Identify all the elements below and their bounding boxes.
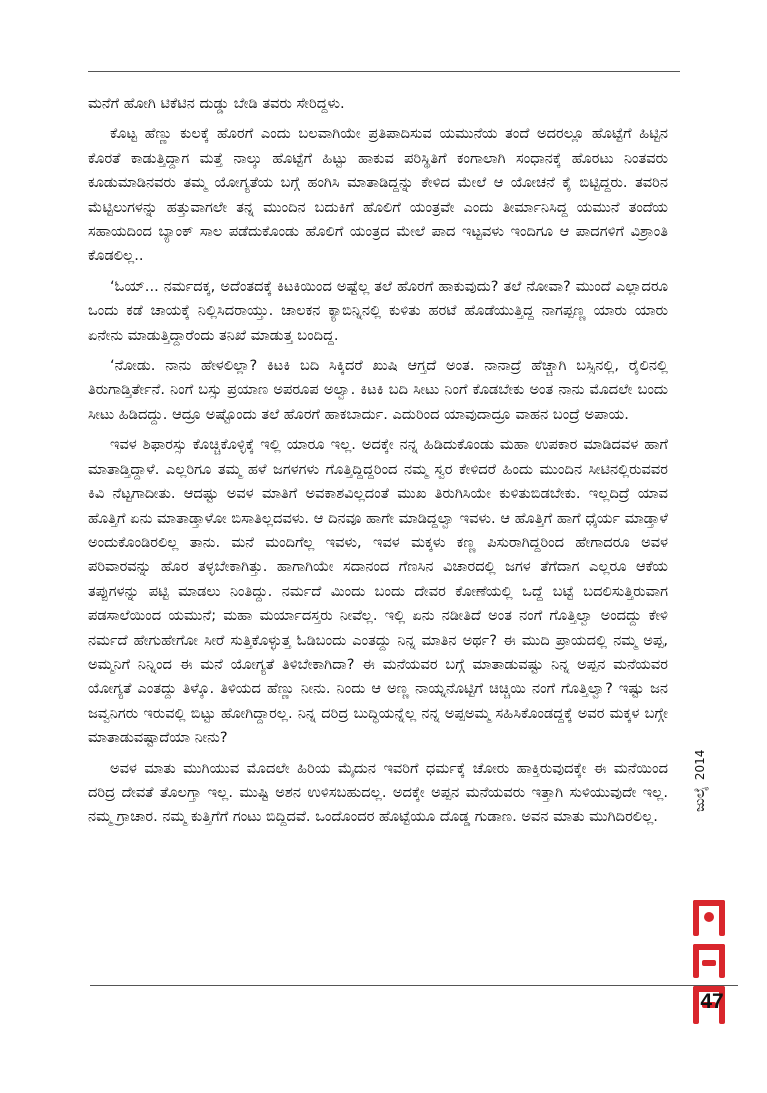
top-divider [88,71,680,72]
paragraph: ಇವಳ ಶಿಫಾರಸ್ಸು ಕೊಚ್ಚಿಕೊಳ್ಳಿಕ್ಕೆ ಇಲ್ಲಿ ಯಾರೂ ಇಲ್ಲ. ಅದಕ್ಕೇ ನನ್ನ ಹಿಡಿದುಕೊಂಡು ಮಹಾ ಉಪಕಾರ ಮಾಡಿದವಳ ಹಾಗೆ ಮಾತಾಡ್ತಿದ್ದಾಳೆ. ಎಲ್ಲರಿಗೂ ತಮ್ಮ ಹಳೆ ಜಗಳಗಳು ಗೊತ್ತಿದ್ದಿದ್ದರಿಂದ ನಮ್ಮ ಸ್ವರ ಕೇಳಿದರೆ ಹಿಂದು ಮುಂದಿನ ಸೀಟಿನಲ್ಲಿರುವವರ ಕಿವಿ ನೆಟ್ಟಗಾದೀತು. ಆದಷ್ಟು ಅವಳ ಮಾತಿಗೆ ಅವಕಾಶವಿಲ್ಲದಂತೆ ಮುಖ ತಿರುಗಿಸಿಯೇ ಕುಳಿತುಬಿಡಬೇಕು. ಇಲ್ಲದಿದ್ರೆ ಯಾವ ಹೊತ್ತಿಗೆ ಏನು ಮಾತಾಡ್ತಾಳೋ ಬಿಸಾತಿಲ್ಲದವಳು. ಆ ದಿನವೂ ಹಾಗೇ ಮಾಡಿದ್ದಲ್ವಾ ಇವಳು. ಆ ಹೊತ್ತಿಗೆ ಹಾಗೆ ಧೈರ್ಯ ಮಾಡ್ತಾಳೆ ಅಂದುಕೊಂಡಿರಲಿಲ್ಲ ತಾನು. ಮನೆ ಮಂದಿಗೆಲ್ಲ ಇವಳು, ಇವಳ ಮಕ್ಕಳು ಕಣ್ಣ ಪಿಸುರಾಗಿದ್ದರಿಂದ ಹೇಗಾದರೂ ಅವಳ ಪರಿವಾರವನ್ನು ಹೊರ ತಳ್ಳಬೇಕಾಗಿತ್ತು. ಹಾಗಾಗಿಯೇ ಸದಾನಂದ ಗೆಣಸಿನ ವಿಚಾರದಲ್ಲಿ ಜಗಳ ತೆಗೆದಾಗ ಎಲ್ಲರೂ ಆಕೆಯ ತಪ್ಪುಗಳನ್ನು ಪಟ್ಟಿ ಮಾಡಲು ನಿಂತಿದ್ದು. ನರ್ಮದೆ ಮಿಂದು ಬಂದು ದೇವರ ಕೋಣೆಯಲ್ಲಿ ಒದ್ದೆ ಬಟ್ಟೆ ಬದಲಿಸುತ್ತಿರುವಾಗ ಪಡಸಾಲೆಯಿಂದ ಯಮುನೆ; ಮಹಾ ಮರ್ಯಾದಸ್ತರು ನೀವೆಲ್ಲ. ಇಲ್ಲಿ ಏನು ನಡೀತಿದೆ ಅಂತ ನಂಗೆ ಗೊತ್ತಿಲ್ವಾ ಅಂದದ್ದು ಕೇಳಿ ನರ್ಮದೆ ಹೇಗುಹೇಗೋ ಸೀರೆ ಸುತ್ತಿಕೊಳ್ಳುತ್ತ ಓಡಿಬಂದು ಎಂತದ್ದು ನಿನ್ನ ಮಾತಿನ ಅರ್ಥ? ಈ ಮುದಿ ಪ್ರಾಯದಲ್ಲಿ ನಮ್ಮ ಅಪ್ಪ, ಅಮ್ಮನಿಗೆ ನಿನ್ನಿಂದ ಈ ಮನೆ ಯೋಗ್ಯತೆ ತಿಳಿಬೇಕಾಗಿದಾ? ಈ ಮನೆಯವರ ಬಗ್ಗೆ ಮಾತಾಡುವಷ್ಟು ನಿನ್ನ ಅಪ್ಪನ ಮನೆಯವರ ಯೋಗ್ಯತೆ ಎಂತದ್ದು ತಿಳ್ಕೊ. ತಿಳಿಯದ ಹೆಣ್ಣು ನೀನು. ನಿಂದು ಆ ಅಣ್ಣ ನಾಯ್ನನೊಟ್ಟಿಗೆ ಚಿಚ್ಚಿಯಿ ನಂಗೆ ಗೊತ್ತಿಲ್ವಾ? ಇಷ್ಟು ಜನ ಜವ್ವನಿಗರು ಇರುವಲ್ಲಿ ಬಿಟ್ಟು ಹೋಗಿದ್ದಾರಲ್ಲ. ನಿನ್ನ ದರಿದ್ರ ಬುದ್ಧಿಯನ್ನೆಲ್ಲ ನನ್ನ ಅಪ್ಪಅಮ್ಮ ಸಹಿಸಿಕೊಂಡದ್ದಕ್ಕೆ ಅವರ ಮಕ್ಕಳ ಬಗ್ಗೇ ಮಾತಾಡುವಷ್ಟಾದೆಯಾ ನೀನು? [88,436,668,747]
paragraph: ಮನೆಗೆ ಹೋಗಿ ಟಿಕೆಟಿನ ದುಡ್ಡು ಬೇಡಿ ತವರು ಸೇರಿದ್ದಳು. [88,95,345,112]
issue-date [692,750,708,812]
magazine-logo [690,898,728,1078]
paragraph: ಅವಳ ಮಾತು ಮುಗಿಯುವ ಮೊದಲೇ ಹಿರಿಯ ಮೈದುನ ಇವರಿಗೆ ಧರ್ಮಕ್ಕೆ ಚೋರು ಹಾಕ್ತಿರುವುದಕ್ಕೇ ಈ ಮನೆಯಿಂದ ದರಿದ್ರ ದೇವತೆ ತೊಲಗ್ತಾ ಇಲ್ಲ. ಮುಷ್ಟಿ ಅಶನ ಉಳಿಸಬಹುದಲ್ಲ. ಅದಕ್ಕೇ ಅಪ್ಪನ ಮನೆಯವರು ಇತ್ತಾಗಿ ಸುಳಿಯುವುದೇ ಇಲ್ಲ. ನಮ್ಮ ಗ್ರಾಚಾರ. ನಮ್ಮ ಕುತ್ತಿಗೆಗೆ ಗಂಟು ಬಿದ್ದಿದವೆ. ಒಂದೊಂದರ ಹೊಟ್ಟೆಯೂ ದೊಡ್ಡ ಗುಡಾಣ. ಅವನ ಮಾತು ಮುಗಿದಿರಲಿಲ್ಲ. [88,759,668,826]
bottom-divider [90,985,738,986]
article-body [88,92,668,836]
paragraph: ಕೊಟ್ಟ ಹೆಣ್ಣು ಕುಲಕ್ಕೆ ಹೊರಗೆ ಎಂದು ಬಲವಾಗಿಯೇ ಪ್ರತಿಪಾದಿಸುವ ಯಮುನೆಯ ತಂದೆ ಅದರಲ್ಲೂ ಹೊಟ್ಟೆಗೆ ಹಿಟ್ಟಿನ ಕೊರತೆ ಕಾಡುತ್ತಿದ್ದಾಗ ಮತ್ತೆ ನಾಲ್ಕು ಹೊಟ್ಟೆಗೆ ಹಿಟ್ಟು ಹಾಕುವ ಪರಿಸ್ಥಿತಿಗೆ ಕಂಗಾಲಾಗಿ ಸಂಧಾನಕ್ಕೆ ಹೊರಟು ನಿಂತವರು ಕೂಡುಮಾಡಿನವರು ತಮ್ಮ ಯೋಗ್ಯತೆಯ ಬಗ್ಗೆ ಹಂಗಿಸಿ ಮಾತಾಡಿದ್ದನ್ನು ಕೇಳಿದ ಮೇಲೆ ಆ ಯೋಚನೆ ಕೈ ಬಿಟ್ಟಿದ್ದರು. ತವರಿನ ಮೆಟ್ಟಿಲುಗಳನ್ನು ಹತ್ತುವಾಗಲೇ ತನ್ನ ಮುಂದಿನ ಬದುಕಿಗೆ ಹೊಲಿಗೆ ಯಂತ್ರವೇ ಎಂದು ತೀರ್ಮಾನಿಸಿದ್ದ ಯಮುನೆ ತಂದೆಯ ಸಹಾಯದಿಂದ ಬ್ಯಾಂಕ್ ಸಾಲ ಪಡೆದುಕೊಂಡು ಹೊಲಿಗೆ ಯಂತ್ರದ ಮೇಲೆ ಪಾದ ಇಟ್ಟವಳು ಇಂದಿಗೂ ಆ ಪಾದಗಳಿಗೆ ವಿಶ್ರಾಂತಿ ಕೊಡಲಿಲ್ಲ.. [88,125,668,265]
page-number: 47 [700,990,724,1013]
paragraph: ‘ಓಯ್... ನರ್ಮದಕ್ಕ, ಅದೆಂತದಕ್ಕೆ ಕಿಟಕಿಯಿಂದ ಅಷ್ಟೆಲ್ಲ ತಲೆ ಹೊರಗೆ ಹಾಕುವುದು? ತಲೆ ನೋವಾ? ಮುಂದೆ ಎಲ್ಲಾದರೂ ಒಂದು ಕಡೆ ಚಾಯಕ್ಕೆ ನಿಲ್ಲಿಸಿದರಾಯ್ತು. ಚಾಲಕನ ಕ್ಯಾಬಿನ್ನಿನಲ್ಲಿ ಕುಳಿತು ಹರಟೆ ಹೊಡೆಯುತ್ತಿದ್ದ ನಾಗಪ್ಪಣ್ಣ ಯಾರು ಯಾರು ಏನೇನು ಮಾಡುತ್ತಿದ್ದಾರೆಂದು ತನಿಖೆ ಮಾಡುತ್ತ ಬಂದಿದ್ದ. [88,277,668,344]
paragraph: ‘ನೋಡು. ನಾನು ಹೇಳಲಿಲ್ಲಾ? ಕಿಟಕಿ ಬದಿ ಸಿಕ್ಕಿದರೆ ಖುಷಿ ಆಗ್ತದೆ ಅಂತ. ನಾನಾದ್ರೆ ಹೆಚ್ಚಾಗಿ ಬಸ್ಸಿನಲ್ಲಿ, ರೈಲಿನಲ್ಲಿ ತಿರುಗಾಡ್ತಿರ್ತೇನೆ. ನಿಂಗೆ ಬಸ್ಸು ಪ್ರಯಾಣ ಅಪರೂಪ ಅಲ್ವಾ. ಕಿಟಕಿ ಬದಿ ಸೀಟು ನಿಂಗೆ ಕೊಡಬೇಕು ಅಂತ ನಾನು ಮೊದಲೇ ಬಂದು ಸೀಟು ಹಿಡಿದದ್ದು. ಆದ್ರೂ ಅಷ್ಟೊಂದು ತಲೆ ಹೊರಗೆ ಹಾಕಬಾರ್ದು. ಎದುರಿಂದ ಯಾವುದಾದ್ರೂ ವಾಹನ ಬಂದ್ರೆ ಅಪಾಯ. [88,357,668,423]
issue-year: 2014 [693,749,707,781]
issue-month: ಜುಲೈ [692,786,708,812]
